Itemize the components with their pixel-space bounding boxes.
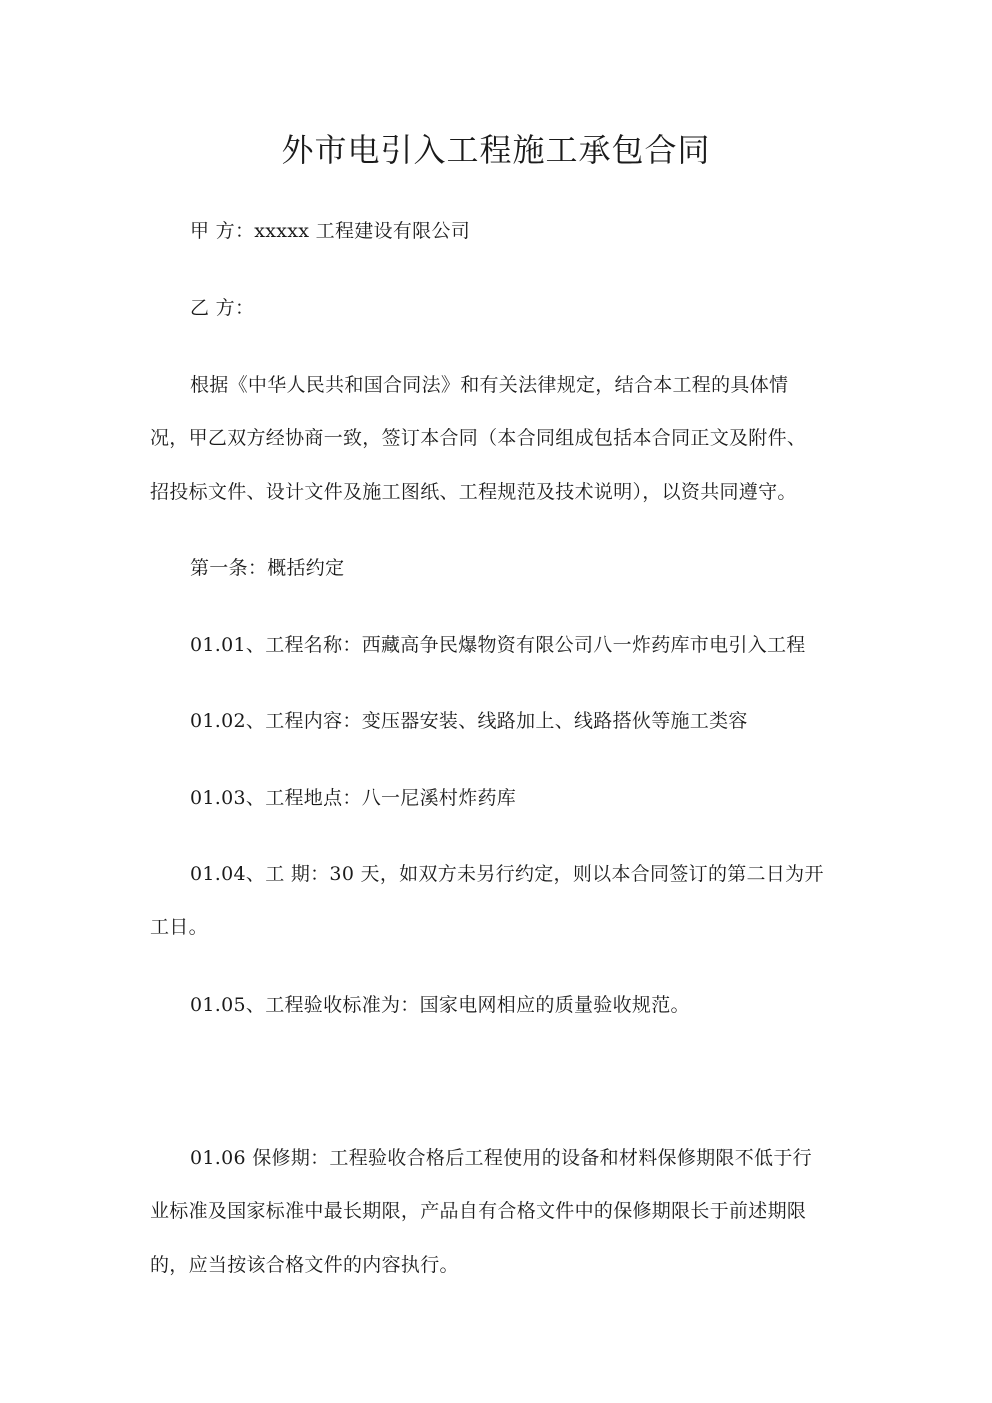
clause-01-02: 01.02、工程内容：变压器安装、线路加上、线路搭伙等施工类容 <box>190 710 748 732</box>
article-1-heading: 第一条：概括约定 <box>190 557 345 579</box>
party-b-line: 乙 方： <box>190 297 255 319</box>
clause-01-06-line-2: 业标准及国家标准中最长期限，产品自有合格文件中的保修期限长于前述期限 <box>150 1200 807 1222</box>
preamble-line-3: 招投标文件、设计文件及施工图纸、工程规范及技术说明），以资共同遵守。 <box>150 481 797 503</box>
clause-01-04-line-2: 工日。 <box>150 916 208 938</box>
clause-01-03: 01.03、工程地点：八一尼溪村炸药库 <box>190 787 517 809</box>
clause-01-06-line-1: 01.06 保修期：工程验收合格后工程使用的设备和材料保修期限不低于行 <box>190 1147 812 1169</box>
clause-01-05: 01.05、工程验收标准为：国家电网相应的质量验收规范。 <box>190 994 690 1016</box>
clause-01-06-line-3: 的，应当按该合格文件的内容执行。 <box>150 1254 459 1276</box>
document-title: 外市电引入工程施工承包合同 <box>281 131 711 169</box>
preamble-line-1: 根据《中华人民共和国合同法》和有关法律规定，结合本工程的具体情 <box>190 374 789 396</box>
clause-01-04-line-1: 01.04、工 期：30 天，如双方未另行约定，则以本合同签订的第二日为开 <box>190 863 824 885</box>
clause-01-01: 01.01、工程名称：西藏高争民爆物资有限公司八一炸药库市电引入工程 <box>190 634 806 656</box>
party-a-line: 甲 方：xxxxx 工程建设有限公司 <box>190 220 471 242</box>
preamble-line-2: 况，甲乙双方经协商一致，签订本合同（本合同组成包括本合同正文及附件、 <box>150 427 807 449</box>
